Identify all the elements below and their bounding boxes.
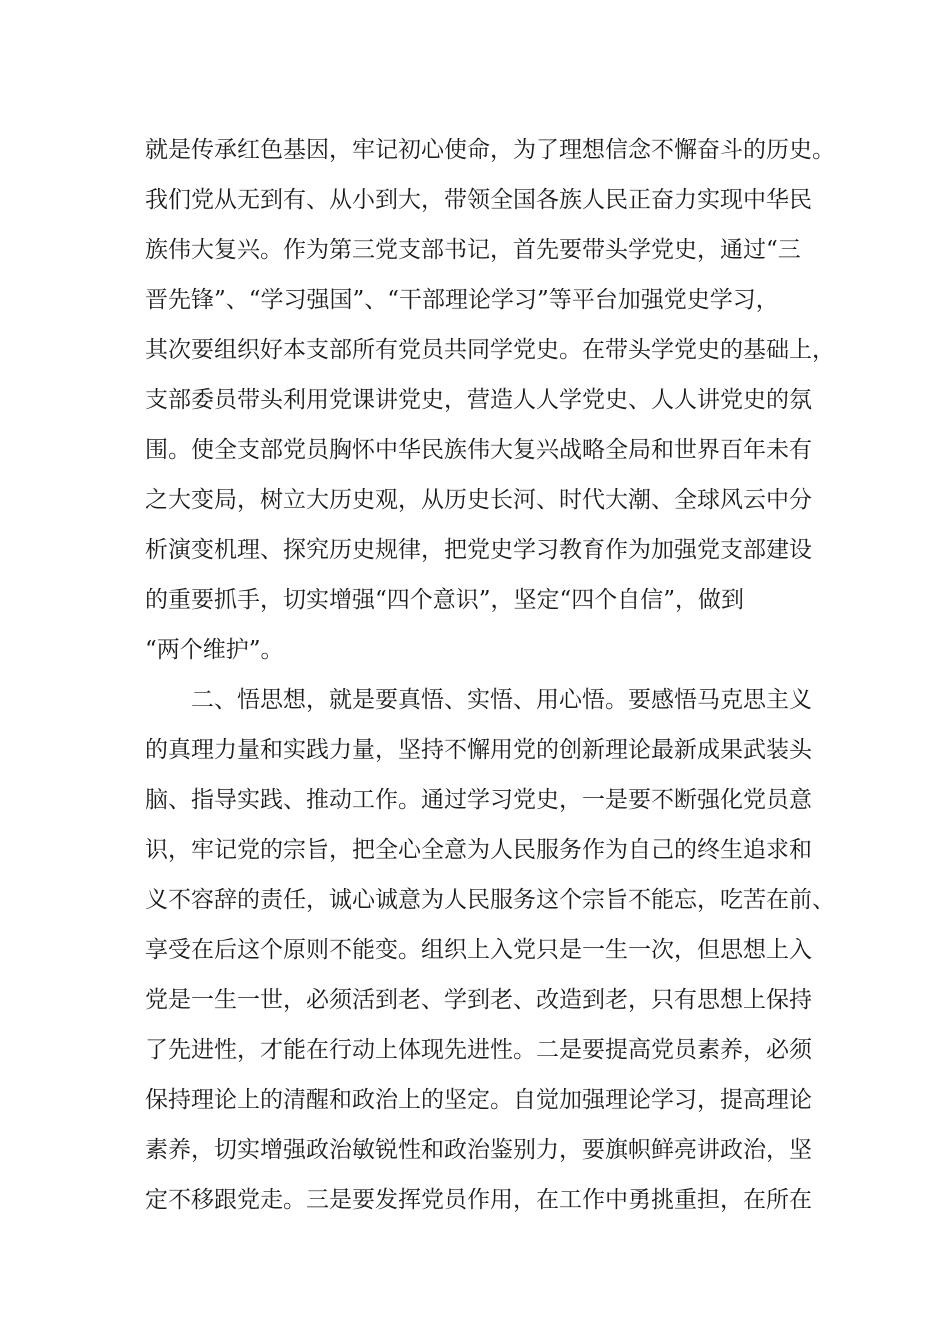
text-line-6: 支部委员带头利用党课讲党史，营造人人学党史、人人讲党史的氛 [145,387,812,413]
text-line-2: 我们党从无到有、从小到大，带领全国各族人民正奋力实现中华民 [145,187,812,213]
text-line-4: 晋先锋”、“学习强国”、“干部理论学习”等平台加强党史学习， [145,287,779,313]
text-line-14: 脑、指导实践、推动工作。通过学习党史，一是要不断强化党员意 [145,787,812,813]
text-line-11: “两个维护”。 [145,637,284,663]
text-line-5: 其次要组织好本支部所有党员共同学党史。在带头学党史的基础上， [145,337,835,363]
text-line-3: 族伟大复兴。作为第三党支部书记，首先要带头学党史，通过“三 [145,237,801,263]
text-line-8: 之大变局，树立大历史观，从历史长河、时代大潮、全球风云中分 [145,487,812,513]
text-line-19: 了先进性，才能在行动上体现先进性。二是要提高党员素养，必须 [145,1037,812,1063]
text-line-10: 的重要抓手，切实增强“四个意识”，坚定“四个自信”，做到 [145,587,745,613]
text-line-21: 素养，切实增强政治敏锐性和政治鉴别力，要旗帜鲜亮讲政治，坚 [145,1137,812,1163]
text-line-7: 围。使全支部党员胸怀中华民族伟大复兴战略全局和世界百年未有 [145,437,812,463]
text-line-1: 就是传承红色基因，牢记初心使命，为了理想信念不懈奋斗的历史。 [145,137,835,163]
text-line-9: 析演变机理、探究历史规律，把党史学习教育作为加强党支部建设 [145,537,812,563]
text-line-13: 的真理力量和实践力量，坚持不懈用党的创新理论最新成果武装头 [145,737,812,763]
paragraph-start-line: 二、悟思想，就是要真悟、实悟、用心悟。要感悟马克思主义 [191,687,812,713]
text-line-18: 党是一生一世，必须活到老、学到老、改造到老，只有思想上保持 [145,987,812,1013]
text-line-17: 享受在后这个原则不能变。组织上入党只是一生一次，但思想上入 [145,937,812,963]
text-line-16: 义不容辞的责任，诚心诚意为人民服务这个宗旨不能忘，吃苦在前、 [145,887,835,913]
text-line-22: 定不移跟党走。三是要发挥党员作用，在工作中勇挑重担，在所在 [145,1187,812,1213]
text-line-15: 识，牢记党的宗旨，把全心全意为人民服务作为自己的终生追求和 [145,837,812,863]
text-line-20: 保持理论上的清醒和政治上的坚定。自觉加强理论学习，提高理论 [145,1087,812,1113]
